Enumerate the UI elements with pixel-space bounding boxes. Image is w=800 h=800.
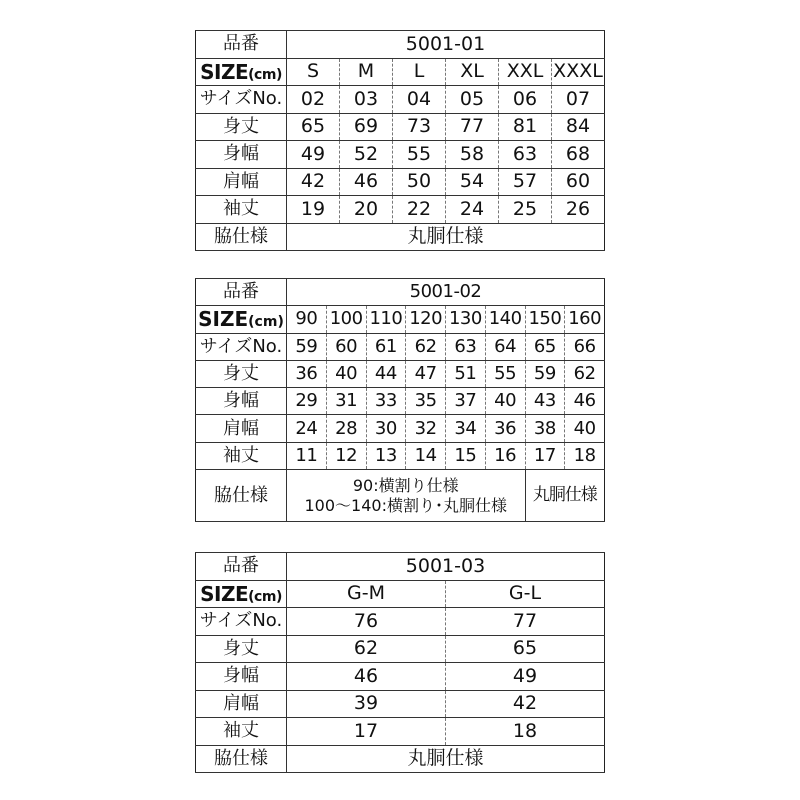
size-cell: XXL <box>499 58 552 86</box>
value-cell: 12 <box>326 442 366 469</box>
row-label: サイズNo. <box>196 608 287 636</box>
row-label: 身丈 <box>196 113 287 141</box>
value-cell: 25 <box>499 196 552 224</box>
value-cell: 47 <box>406 360 446 387</box>
value-cell: 59 <box>525 360 565 387</box>
value-cell: 31 <box>326 388 366 415</box>
value-cell: 29 <box>287 388 327 415</box>
side-spec-row <box>196 223 605 251</box>
product-code-row <box>196 31 605 59</box>
table-row <box>196 113 605 141</box>
table-row <box>196 168 605 196</box>
table-row <box>196 663 605 691</box>
row-label: 肩幅 <box>196 415 287 442</box>
row-label: 身幅 <box>196 141 287 169</box>
value-cell: 17 <box>287 718 446 746</box>
side-spec-label: 脇仕様 <box>196 470 287 522</box>
table-row <box>196 388 605 415</box>
row-label: 身幅 <box>196 663 287 691</box>
table-row <box>196 718 605 746</box>
side-spec-label: 脇仕様 <box>196 223 287 251</box>
size-cell: 130 <box>446 306 486 333</box>
side-spec-row <box>196 745 605 773</box>
row-label: 袖丈 <box>196 196 287 224</box>
value-cell: 38 <box>525 415 565 442</box>
row-label: 身丈 <box>196 360 287 387</box>
value-cell: 77 <box>446 608 605 636</box>
value-cell: 20 <box>340 196 393 224</box>
size-unit-text: (cm) <box>248 66 282 83</box>
product-code-label: 品番 <box>196 279 287 306</box>
size-cell: G-L <box>446 580 605 608</box>
value-cell: 77 <box>446 113 499 141</box>
value-cell: 84 <box>552 113 605 141</box>
table-row <box>196 86 605 114</box>
size-row <box>196 58 605 86</box>
side-spec-row <box>196 470 605 522</box>
value-cell: 22 <box>393 196 446 224</box>
value-cell: 65 <box>446 635 605 663</box>
value-cell: 73 <box>393 113 446 141</box>
value-cell: 52 <box>340 141 393 169</box>
size-cell: M <box>340 58 393 86</box>
table-row <box>196 141 605 169</box>
side-spec-note-line: 100〜140:横割り･丸胴仕様 <box>304 495 507 515</box>
value-cell: 37 <box>446 388 486 415</box>
table-row <box>196 608 605 636</box>
table-row <box>196 635 605 663</box>
size-header-label <box>196 58 287 86</box>
value-cell: 40 <box>565 415 605 442</box>
side-spec-label: 脇仕様 <box>196 745 287 773</box>
size-cell: XL <box>446 58 499 86</box>
value-cell: 43 <box>525 388 565 415</box>
value-cell: 50 <box>393 168 446 196</box>
row-label: 袖丈 <box>196 442 287 469</box>
value-cell: 63 <box>499 141 552 169</box>
table-row <box>196 360 605 387</box>
product-code-value: 5001-02 <box>287 279 605 306</box>
row-label: サイズNo. <box>196 86 287 114</box>
value-cell: 34 <box>446 415 486 442</box>
side-spec-note <box>287 470 526 522</box>
size-cell: 140 <box>485 306 525 333</box>
value-cell: 65 <box>525 333 565 360</box>
row-label: 身幅 <box>196 388 287 415</box>
size-unit-text: (cm) <box>248 588 282 605</box>
value-cell: 68 <box>552 141 605 169</box>
value-cell: 04 <box>393 86 446 114</box>
value-cell: 42 <box>446 690 605 718</box>
table-row <box>196 415 605 442</box>
value-cell: 32 <box>406 415 446 442</box>
size-cell: 150 <box>525 306 565 333</box>
value-cell: 55 <box>393 141 446 169</box>
value-cell: 46 <box>340 168 393 196</box>
row-label: 肩幅 <box>196 690 287 718</box>
row-label: サイズNo. <box>196 333 287 360</box>
value-cell: 24 <box>446 196 499 224</box>
product-code-label: 品番 <box>196 31 287 59</box>
value-cell: 81 <box>499 113 552 141</box>
value-cell: 58 <box>446 141 499 169</box>
value-cell: 28 <box>326 415 366 442</box>
table-row <box>196 333 605 360</box>
size-cell: 120 <box>406 306 446 333</box>
value-cell: 24 <box>287 415 327 442</box>
value-cell: 35 <box>406 388 446 415</box>
value-cell: 54 <box>446 168 499 196</box>
value-cell: 46 <box>565 388 605 415</box>
size-cell: 100 <box>326 306 366 333</box>
size-label-text: SIZE <box>200 581 249 606</box>
value-cell: 51 <box>446 360 486 387</box>
value-cell: 57 <box>499 168 552 196</box>
value-cell: 07 <box>552 86 605 114</box>
value-cell: 19 <box>287 196 340 224</box>
value-cell: 69 <box>340 113 393 141</box>
value-cell: 06 <box>499 86 552 114</box>
value-cell: 55 <box>485 360 525 387</box>
size-row <box>196 306 605 333</box>
value-cell: 39 <box>287 690 446 718</box>
value-cell: 36 <box>287 360 327 387</box>
row-label: 袖丈 <box>196 718 287 746</box>
value-cell: 46 <box>287 663 446 691</box>
value-cell: 66 <box>565 333 605 360</box>
table-row <box>196 442 605 469</box>
size-header-label <box>196 306 287 333</box>
size-cell: 160 <box>565 306 605 333</box>
size-cell: S <box>287 58 340 86</box>
value-cell: 05 <box>446 86 499 114</box>
value-cell: 63 <box>446 333 486 360</box>
value-cell: 61 <box>366 333 406 360</box>
value-cell: 49 <box>287 141 340 169</box>
size-label-text: SIZE <box>198 307 249 332</box>
value-cell: 76 <box>287 608 446 636</box>
value-cell: 15 <box>446 442 486 469</box>
table-row <box>196 690 605 718</box>
size-row <box>196 580 605 608</box>
product-code-value: 5001-01 <box>287 31 605 59</box>
size-label-text: SIZE <box>200 59 249 84</box>
size-table-5001-02 <box>195 278 605 522</box>
size-cell: L <box>393 58 446 86</box>
value-cell: 60 <box>326 333 366 360</box>
value-cell: 30 <box>366 415 406 442</box>
value-cell: 62 <box>406 333 446 360</box>
side-spec-value: 丸胴仕様 <box>287 223 605 251</box>
value-cell: 03 <box>340 86 393 114</box>
side-spec-note-line: 90:横割り仕様 <box>352 475 459 495</box>
value-cell: 13 <box>366 442 406 469</box>
value-cell: 60 <box>552 168 605 196</box>
value-cell: 18 <box>446 718 605 746</box>
value-cell: 59 <box>287 333 327 360</box>
value-cell: 40 <box>326 360 366 387</box>
value-cell: 44 <box>366 360 406 387</box>
value-cell: 18 <box>565 442 605 469</box>
side-spec-value: 丸胴仕様 <box>525 470 605 522</box>
row-label: 肩幅 <box>196 168 287 196</box>
size-table-5001-03 <box>195 552 605 773</box>
size-cell: 110 <box>366 306 406 333</box>
value-cell: 42 <box>287 168 340 196</box>
value-cell: 26 <box>552 196 605 224</box>
value-cell: 14 <box>406 442 446 469</box>
value-cell: 62 <box>287 635 446 663</box>
table-row <box>196 196 605 224</box>
value-cell: 33 <box>366 388 406 415</box>
product-code-row <box>196 553 605 581</box>
row-label: 身丈 <box>196 635 287 663</box>
size-table-5001-01 <box>195 30 605 251</box>
value-cell: 16 <box>485 442 525 469</box>
side-spec-value: 丸胴仕様 <box>287 745 605 773</box>
value-cell: 64 <box>485 333 525 360</box>
product-code-value: 5001-03 <box>287 553 605 581</box>
value-cell: 11 <box>287 442 327 469</box>
value-cell: 36 <box>485 415 525 442</box>
value-cell: 62 <box>565 360 605 387</box>
size-cell: 90 <box>287 306 327 333</box>
product-code-label: 品番 <box>196 553 287 581</box>
value-cell: 40 <box>485 388 525 415</box>
size-cell: XXXL <box>552 58 605 86</box>
value-cell: 49 <box>446 663 605 691</box>
value-cell: 02 <box>287 86 340 114</box>
product-code-row <box>196 279 605 306</box>
size-header-label <box>196 580 287 608</box>
size-cell: G-M <box>287 580 446 608</box>
value-cell: 65 <box>287 113 340 141</box>
value-cell: 17 <box>525 442 565 469</box>
size-unit-text: (cm) <box>248 314 284 331</box>
